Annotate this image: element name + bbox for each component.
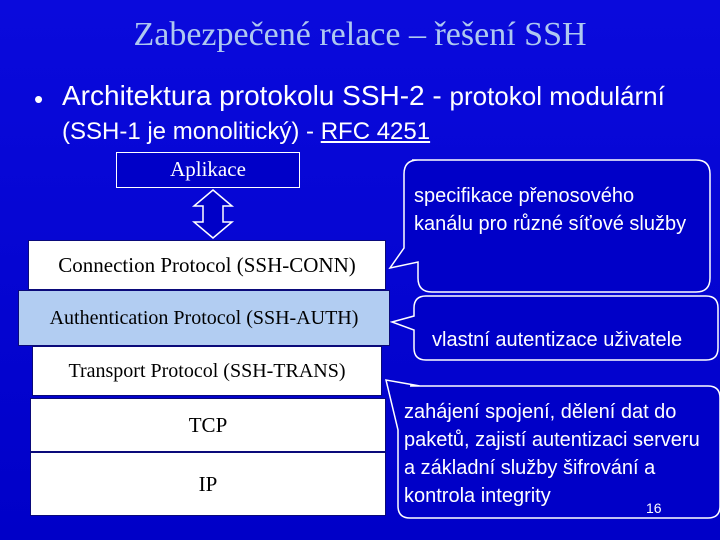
callout-connection-text: specifikace přenosového kanálu pro různé síťové služby [414, 185, 687, 235]
bullet-main-text: Architektura protokolu SSH-2 - [62, 80, 450, 111]
tcp-layer: TCP [30, 398, 386, 452]
rfc-link[interactable]: RFC 4251 [320, 118, 431, 145]
application-layer-box: Aplikace [116, 152, 300, 188]
callout-authentication-text: vlastní autentizace uživatele [432, 329, 683, 351]
callout-transport-text: zahájení spojení, dělení dat do paketů, zajistí autentizaci serveru a základní služby šifrování a kontrola integrity [404, 401, 700, 507]
bullet-line-2-prefix: (SSH-1 je monolitický) - [62, 118, 321, 145]
authentication-protocol-layer: Authentication Protocol (SSH-AUTH) [18, 290, 390, 346]
bullet-suffix-text: protokol modulární [449, 81, 665, 111]
ip-layer: IP [30, 452, 386, 516]
transport-protocol-layer: Transport Protocol (SSH-TRANS) [32, 346, 382, 396]
double-arrow-icon [194, 190, 232, 238]
page-number: 16 [646, 500, 662, 516]
bullet-marker: • [34, 84, 44, 114]
slide-title: Zabezpečené relace – řešení SSH [133, 16, 587, 53]
connection-protocol-layer: Connection Protocol (SSH-CONN) [28, 240, 386, 290]
